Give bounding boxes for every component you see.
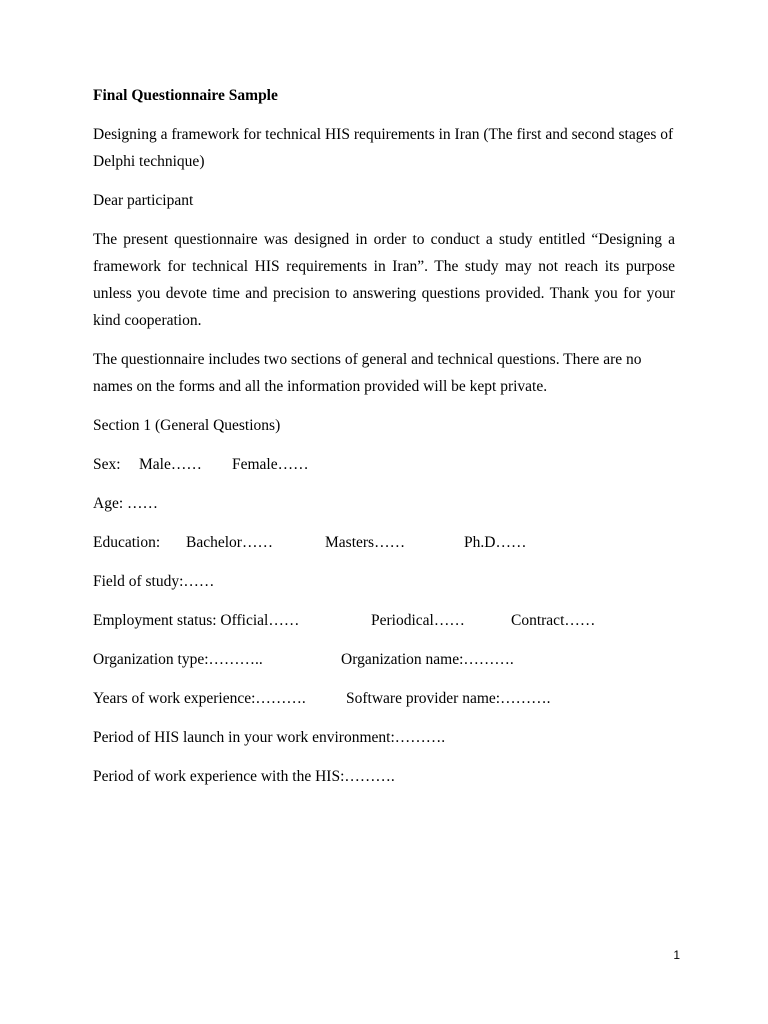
section-heading: Section 1 (General Questions) [93,417,281,434]
his-experience-row [93,763,675,790]
education-row [93,529,675,556]
employment-official-field[interactable]: Employment status: Official…… [93,612,300,629]
employment-contract-field[interactable]: Contract…… [511,612,596,629]
education-masters-field[interactable]: Masters…… [325,534,406,551]
organization-row [93,646,675,673]
sex-male-field[interactable]: Male…… [139,456,202,473]
field-of-study-field[interactable]: Field of study:…… [93,573,215,590]
document-subtitle: Designing a framework for technical HIS requirements in Iran (The first and second stages of Delphi technique) [93,126,674,170]
age-field[interactable]: Age: …… [93,495,159,512]
education-phd-field[interactable]: Ph.D…… [464,534,527,551]
his-launch-row [93,724,675,751]
sex-label: Sex: [93,456,121,473]
page-number: 1 [673,948,680,962]
organization-name-field[interactable]: Organization name:………. [341,651,514,668]
age-row [93,490,675,517]
years-experience-field[interactable]: Years of work experience:………. [93,690,306,707]
his-experience-period-field[interactable]: Period of work experience with the HIS:………. [93,768,395,785]
field-of-study-row [93,568,675,595]
software-provider-field[interactable]: Software provider name:………. [346,690,551,707]
sex-row [93,451,675,478]
education-label: Education: [93,534,161,551]
employment-row [93,607,675,634]
sections-note: The questionnaire includes two sections of general and technical questions. There are no names on the forms and all the information provided will be kept private. [93,351,642,395]
greeting: Dear participant [93,192,194,209]
intro-paragraph: The present questionnaire was designed in order to conduct a study entitled “Designing a framework for technical HIS requirements in Iran”. The study may not reach its purpose unless you devote time and precision to answering questions provided. Thank you for your kind cooperation. [93,231,675,329]
sex-female-field[interactable]: Female…… [232,456,309,473]
organization-type-field[interactable]: Organization type:……….. [93,651,263,668]
his-launch-period-field[interactable]: Period of HIS launch in your work environment:………. [93,729,446,746]
experience-row [93,685,675,712]
document-title: Final Questionnaire Sample [93,87,278,104]
document-body [93,82,675,802]
education-bachelor-field[interactable]: Bachelor…… [186,534,273,551]
employment-periodical-field[interactable]: Periodical…… [371,612,465,629]
